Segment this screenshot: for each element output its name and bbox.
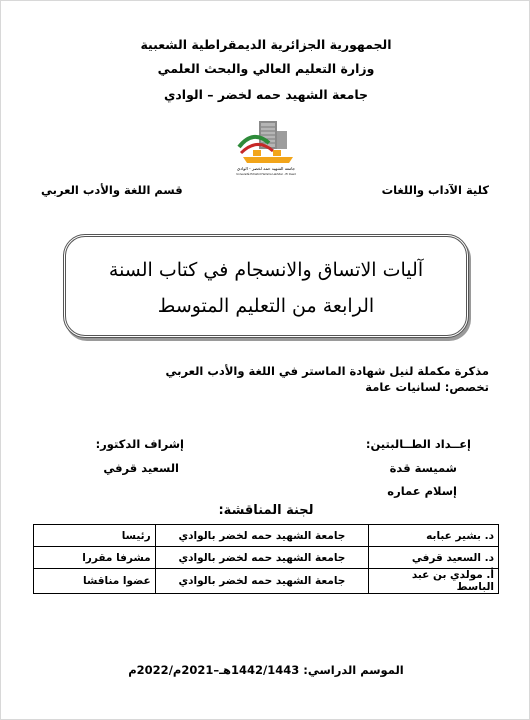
thesis-title-line1: آليات الاتساق والانسجام في كتاب السنة [108,259,424,281]
committee-member-university: جامعة الشهيد حمه لخضر بالوادي [155,569,369,594]
thesis-title-box [63,234,469,338]
committee-member-name: د. بشير عبابه [369,525,499,547]
thesis-specialty: تخصص: لسانيات عامة [365,380,489,394]
committee-table [33,524,499,594]
committee-member-role: مشرفا مقررا [34,547,156,569]
student-name: إسلام عماره [387,484,457,498]
university-logo-icon [233,117,299,177]
svg-text:جامعة الشهيد حمه لخضر - الوادي: جامعة الشهيد حمه لخضر - الوادي [236,166,296,171]
student-name: شميسة قدة [389,461,457,475]
svg-text:Université Echahid Hamma Lakhd: Université Echahid Hamma Lakhdar - El Oued [236,173,296,176]
committee-member-role: رئيسا [34,525,156,547]
committee-member-university: جامعة الشهيد حمه لخضر بالوادي [155,525,369,547]
thesis-title-line2: الرابعة من التعليم المتوسط [157,295,375,317]
faculty-name: كلية الآداب واللغات [381,183,489,197]
committee-member-name: د. السعيد قرفي [369,547,499,569]
table-row [34,569,499,594]
preparation-label: إعــداد الطــالبتين: [365,437,471,451]
supervision-label: إشراف الدكتور: [95,437,184,451]
table-row [34,525,499,547]
committee-member-university: جامعة الشهيد حمه لخضر بالوادي [155,547,369,569]
ministry-name: وزارة التعليم العالي والبحث العلمي [157,61,375,76]
university-name: جامعة الشهيد حمه لخضر – الوادي [163,87,369,102]
supervisor-name: السعيد قرفي [103,461,179,475]
committee-member-name: أ. مولدي بن عبد الباسط [369,569,499,594]
committee-member-role: عضوا مناقشا [34,569,156,594]
republic-name: الجمهورية الجزائرية الديمقراطية الشعبية [140,37,392,52]
academic-season: الموسم الدراسي: 1442/1443هـ–2021م/2022م [128,663,404,677]
table-row [34,547,499,569]
department-name: قسم اللغة والأدب العربي [41,183,183,197]
committee-title: لجنة المناقشة: [218,503,314,518]
thesis-description: مذكرة مكملة لنيل شهادة الماستر في اللغة والأدب العربي [165,364,489,378]
